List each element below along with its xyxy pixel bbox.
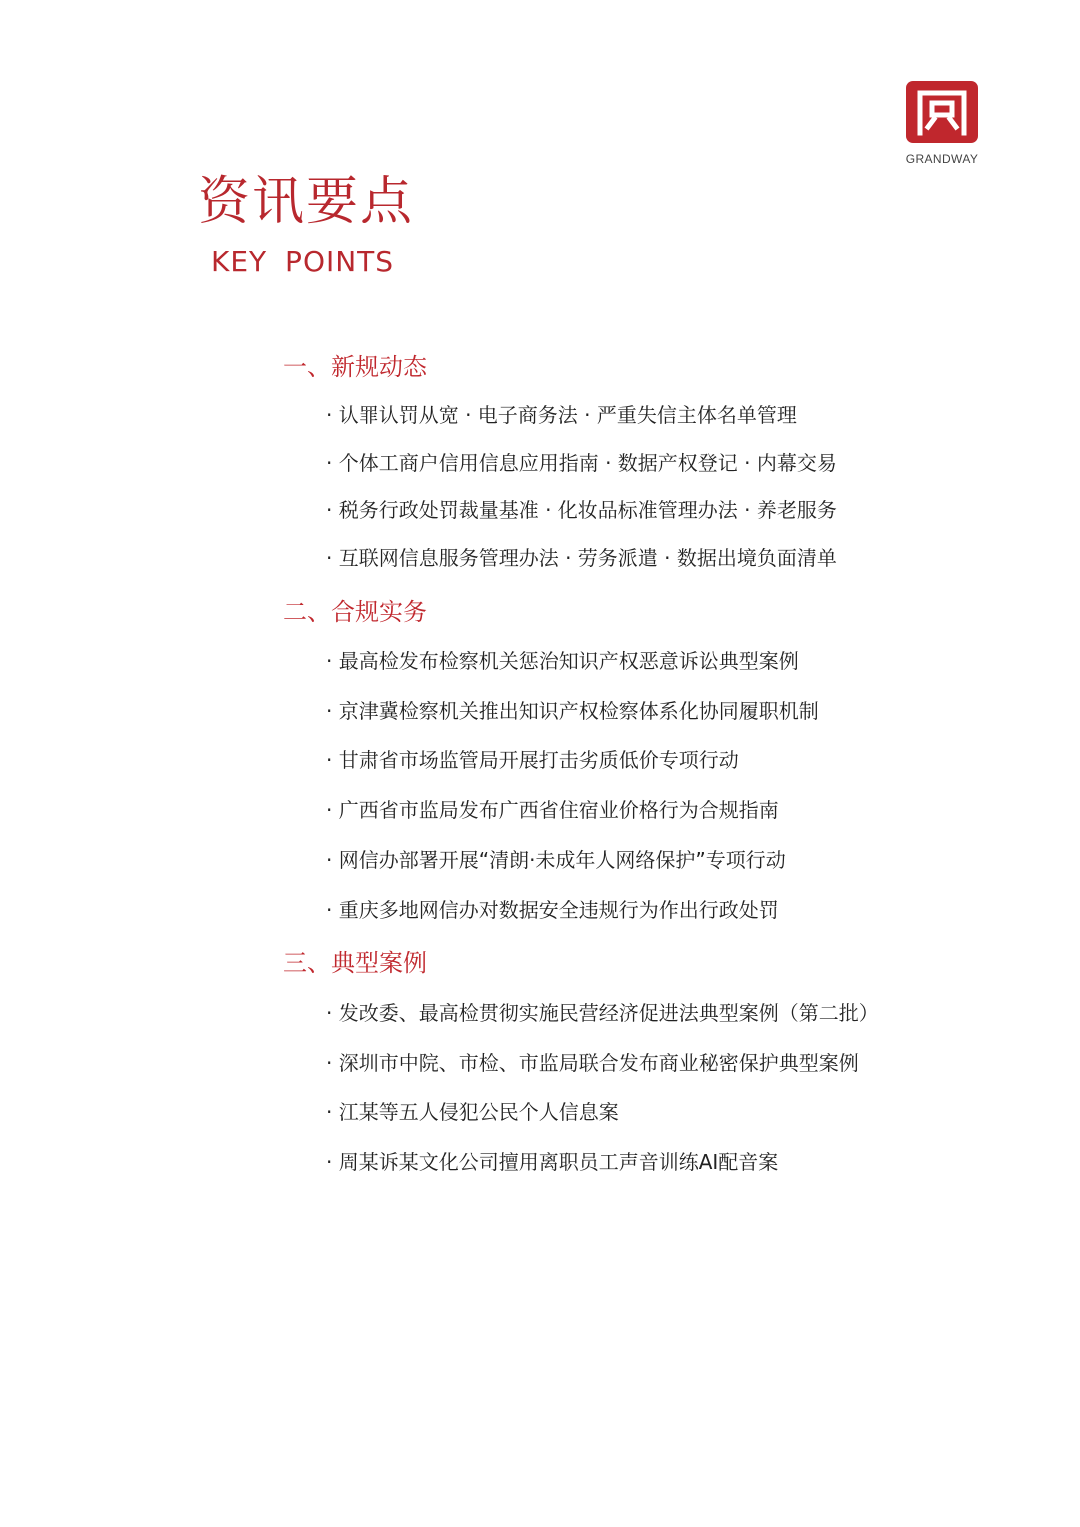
list-item: · 发改委、最高检贯彻实施民营经济促进法典型案例（第二批） [326,1001,879,1025]
list-item: · 深圳市中院、市检、市监局联合发布商业秘密保护典型案例 [326,1051,859,1075]
list-item: · 认罪认罚从宽 · 电子商务法 · 严重失信主体名单管理 [326,403,797,427]
list-item: · 周某诉某文化公司擅用离职员工声音训练AI配音案 [326,1150,779,1174]
list-item: · 江某等五人侵犯公民个人信息案 [326,1100,619,1124]
list-item: · 网信办部署开展“清朗·未成年人网络保护”专项行动 [326,848,786,872]
list-item: · 京津冀检察机关推出知识产权检察体系化协同履职机制 [326,699,819,723]
list-item: · 互联网信息服务管理办法 · 劳务派遣 · 数据出境负面清单 [326,546,837,570]
grandway-logo [897,80,987,170]
list-item: · 个体工商户信用信息应用指南 · 数据产权登记 · 内幕交易 [326,451,837,475]
list-item: · 重庆多地网信办对数据安全违规行为作出行政处罚 [326,898,779,922]
list-item: · 广西省市监局发布广西省住宿业价格行为合规指南 [326,798,779,822]
section-heading-typical-cases: 三、典型案例 [283,949,427,977]
page-title: 资讯要点 [198,172,415,232]
logo-text: GRANDWAY [905,152,979,166]
section-heading-compliance-practice: 二、合规实务 [283,598,427,626]
page-subtitle: KEY POINTS [211,245,395,278]
list-item: · 甘肃省市场监管局开展打击劣质低价专项行动 [326,748,739,772]
list-item: · 税务行政处罚裁量基准 · 化妆品标准管理办法 · 养老服务 [326,498,837,522]
list-item: · 最高检发布检察机关惩治知识产权恶意诉讼典型案例 [326,649,799,673]
section-heading-new-regulations: 一、新规动态 [283,353,427,381]
grandway-logo-icon [906,81,978,143]
